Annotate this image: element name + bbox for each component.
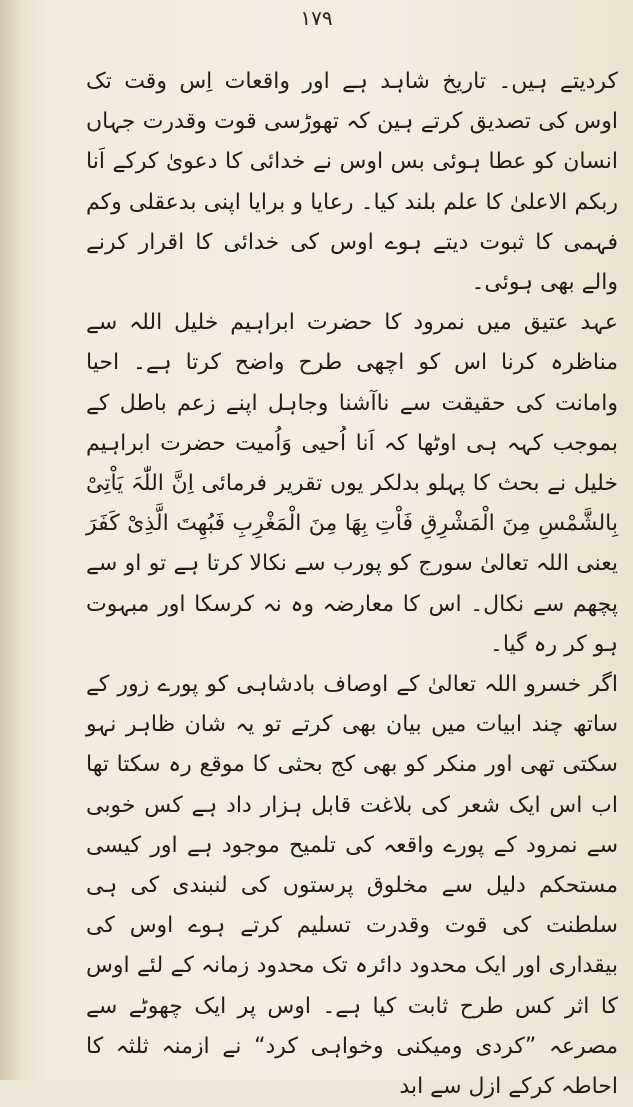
paragraph-2: عہد عتیق میں نمرود کا حضرت ابراہیم خلیل اللہ سے مناظرہ کرنا اس کو اچھی طرح واضح کرتا ہے۔ احیا وامانت کی حقیقت سے ناآشنا وجاہل اپنے زعم باطل کے بموجب کہہ ہی اوٹھا کہ اَنا اُحیی وَاُمیت حضرت ابراہیم خلیل نے بحث کا پہلو بدلکر یوں تقریر فرمائی اِنَّ اللّٰہَ یَاْتِیْ بِالشَّمْسِ مِنَ الْمَشْرِقِ فَاْتِ بِھَا مِنَ الْمَغْرِبِ فَبُھِتَ الَّذِیْ کَفَرَ یعنی اللہ تعالیٰ سورج کو پورب سے نکالا کرتا ہے تو او سے پچھم سے نکال۔ اس کا معارضہ وہ نہ کرسکا اور مبہوت ہو کر رہ گیا۔ [86, 310, 618, 657]
page-body [86, 62, 618, 1107]
page-number: ۱۷۹ [300, 6, 333, 30]
paragraph-1: کردیتے ہیں۔ تاریخ شاہد ہے اور واقعات اِس وقت تک اوس کی تصدیق کرتے ہین کہ تھوڑسی قوت وقدرت جہاں انسان کو عطا ہوئی بس اوس نے خدائی کا دعویٰ کرکے اَنا ربکم الاعلیٰ کا علم بلند کیا۔ رعایا و برایا اپنی بدعقلی وکم فہمی کا ثبوت دیتے ہوے اوس کی خدائی کا اقرار کرنے والے بھی ہوئی۔ [86, 69, 618, 296]
binding-shadow [0, 0, 22, 1080]
paragraph-3: اگر خسرو اللہ تعالیٰ کے اوصاف بادشاہی کو پورے زور کے ساتھ چند ابیات میں بیان بھی کرتے تو یہ شان ظاہر نہو سکتی تھی اور منکر کو بھی کج بحثی کا موقع رہ سکتا تھا اب اس ایک شعر کی بلاغت قابل ہزار داد ہے کس خوبی سے نمرود کے پورے واقعہ کی تلمیح موجود ہے اور کیسی مستحکم دلیل سے مخلوق پرستوں کی لنبندی کی ہی سلطنت کی قوت وقدرت تسلیم کرتے ہوے اوس کی بیقداری اور ایک محدود دائرہ تک محدود زمانہ کے لئے اوس کا اثر کس طرح ثابت کیا ہے۔ اوس پر ایک چھوٹے سے مصرعہ ”کردی ومیکنی وخواہی کرد“ نے ازمنہ ثلثہ کا احاطہ کرکے ازل سے ابد [86, 672, 618, 1100]
